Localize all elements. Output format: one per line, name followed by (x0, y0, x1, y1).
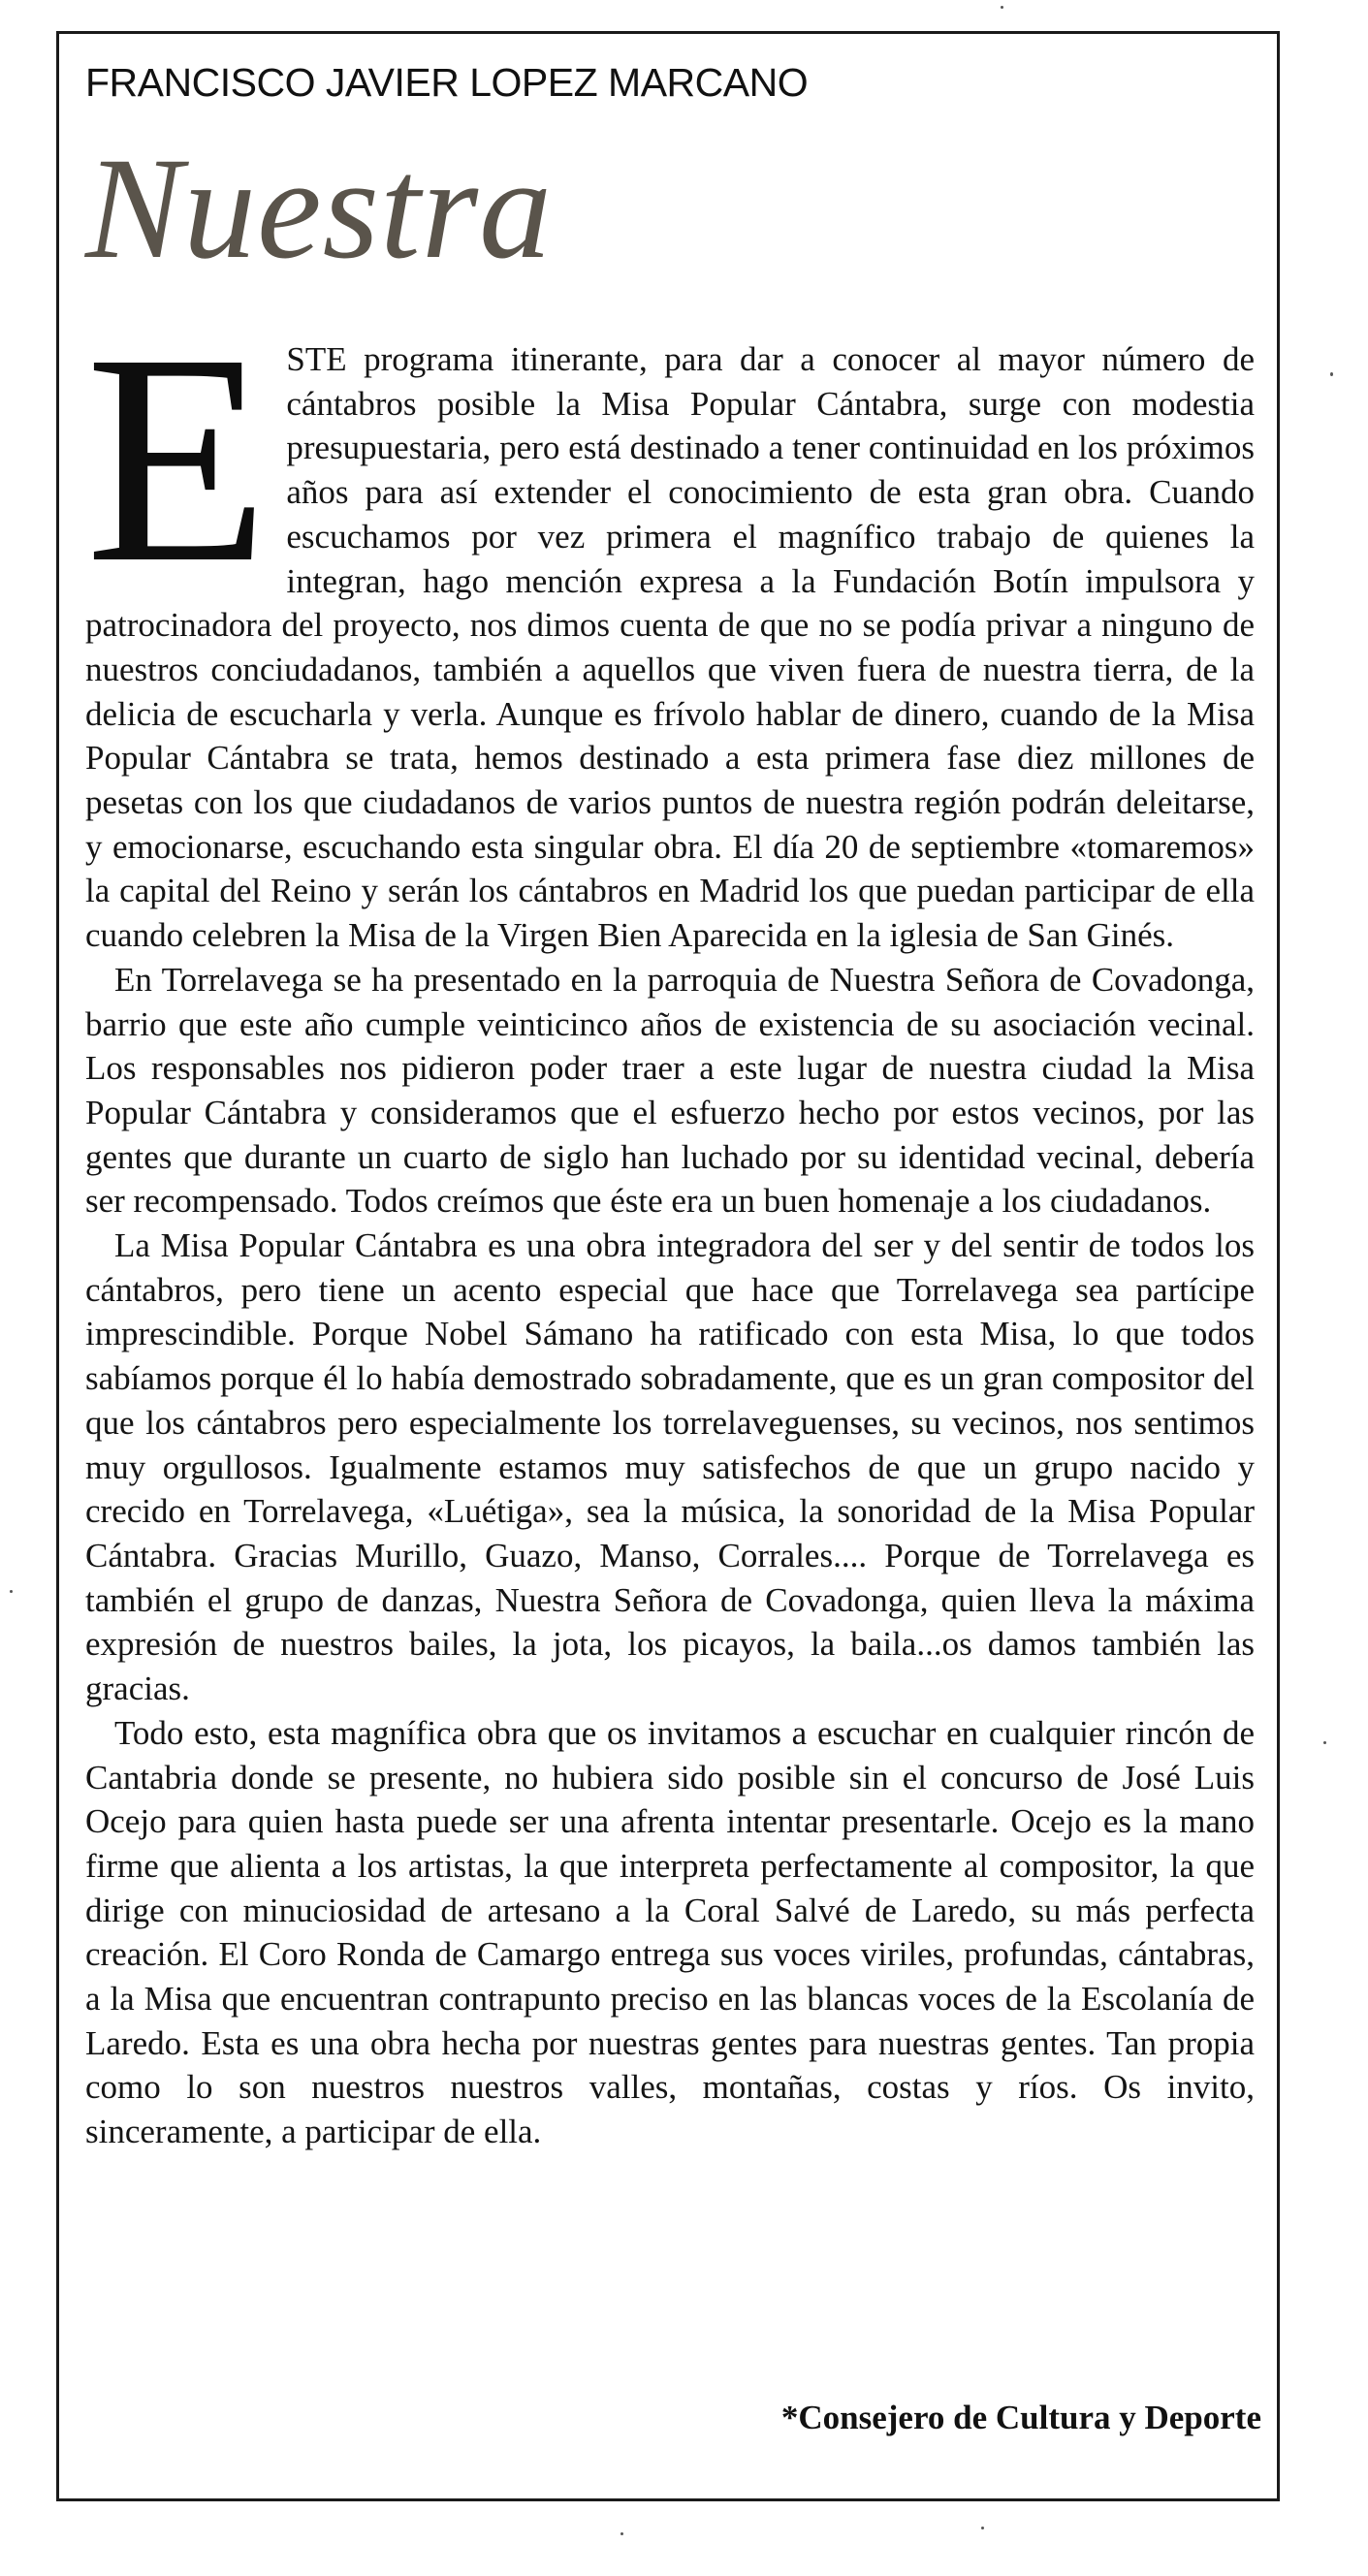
paragraph-4: Todo esto, esta magnífica obra que os invitamos a escuchar en cualquier rincón de Cantabria donde se presente, no hubiera sido posible sin el concurso de José Luis Ocejo para quien hasta puede ser una afrenta intentar presentarle. Ocejo es la mano firme que alienta a los artistas, la que interpreta perfectamente al compositor, la que dirige con minuciosidad de artesano a la Coral Salvé de Laredo, su más perfecta creación. El Coro Ronda de Camargo entrega sus voces viriles, profundas, cántabras, a la Misa que encuentran contrapunto preciso en las blancas voces de la Escolanía de Laredo. Esta es una obra hecha por nuestras gentes para nuestras gentes. Tan propia como lo son nuestros nuestros valles, montañas, costas y ríos. Os invito, sinceramente, a participar de ella. (85, 1713, 1255, 2151)
paragraph-1 (85, 293, 1255, 958)
scan-speck (1001, 6, 1003, 9)
scan-speck (10, 1590, 13, 1593)
scan-speck (1330, 372, 1333, 376)
scan-speck (1323, 1741, 1326, 1744)
author-title-signature: *Consejero de Cultura y Deporte (780, 2399, 1261, 2436)
paragraph-3: La Misa Popular Cántabra es una obra integradora del ser y del sentir de todos los cántabros, pero tiene un acento especial que hace que Torrelavega sea partícipe imprescindible. Porque Nobel Sámano ha ratificado con esta Misa, lo que todos sabíamos porque él lo había demostrado sobradamente, que es un gran compositor del que los cántabros pero especialmente los torrelaveguenses, su vecinos, nos sentimos muy orgullosos. Igualmente estamos muy satisfechos de que un grupo nacido y crecido en Torrelavega, «Luétiga», sea la música, la sonoridad de la Misa Popular Cántabra. Gracias Murillo, Guazo, Manso, Corrales.... Porque de Torrelavega es también el grupo de danzas, Nuestra Señora de Covadonga, quien lleva la máxima expresión de nuestros bailes, la jota, los picayos, la baila...os damos también las gracias. (85, 1226, 1255, 1708)
paragraph-1-text: STE programa itinerante, para dar a conocer al mayor número de cántabros posible la Misa Popular Cántabra, surge con modestia presupuestaria, pero está destinado a tener continuidad en los próximos años para así extender el conocimiento de esta gran obra. Cuando escuchamos por vez primera el magnífico trabajo de quienes la integran, hago mención expresa a la Fundación Botín impulsora y patrocinadora del proyecto, nos dimos cuenta de que no se podía privar a ninguno de nuestros conciudadanos, también a aquellos que viven fuera de nuestra tierra, de la delicia de escucharla y verla. Aunque es frívolo hablar de dinero, cuando de la Misa Popular Cántabra se trata, hemos destinado a esta primera fase diez millones de pesetas con los que ciudadanos de varios puntos de nuestra región podrán deleitarse, y emocionarse, escuchando esta singular obra. El día 20 de septiembre «tomaremos» la capital del Reino y serán los cántabros en Madrid los que puedan participar de ella cuando celebren la Misa de la Virgen Bien Aparecida en la iglesia de San Ginés. (85, 340, 1255, 955)
scan-speck (981, 2527, 984, 2529)
scan-speck (620, 2532, 623, 2535)
paragraph-2: En Torrelavega se ha presentado en la parroquia de Nuestra Señora de Covadonga, barrio que este año cumple veinticinco años de existencia de su asociación vecinal. Los responsables nos pidieron poder traer a este lugar de nuestra ciudad la Misa Popular Cántabra y consideramos que el esfuerzo hecho por estos vecinos, por las gentes que durante un cuarto de siglo han luchado por su identidad vecinal, debería ser recompensado. Todos creímos que éste era un buen homenaje a los ciudadanos. (85, 960, 1255, 1221)
drop-cap: E (85, 293, 270, 625)
author-byline: FRANCISCO JAVIER LOPEZ MARCANO (85, 60, 809, 105)
headline: Nuestra (85, 128, 554, 289)
article-body (85, 293, 1255, 2154)
